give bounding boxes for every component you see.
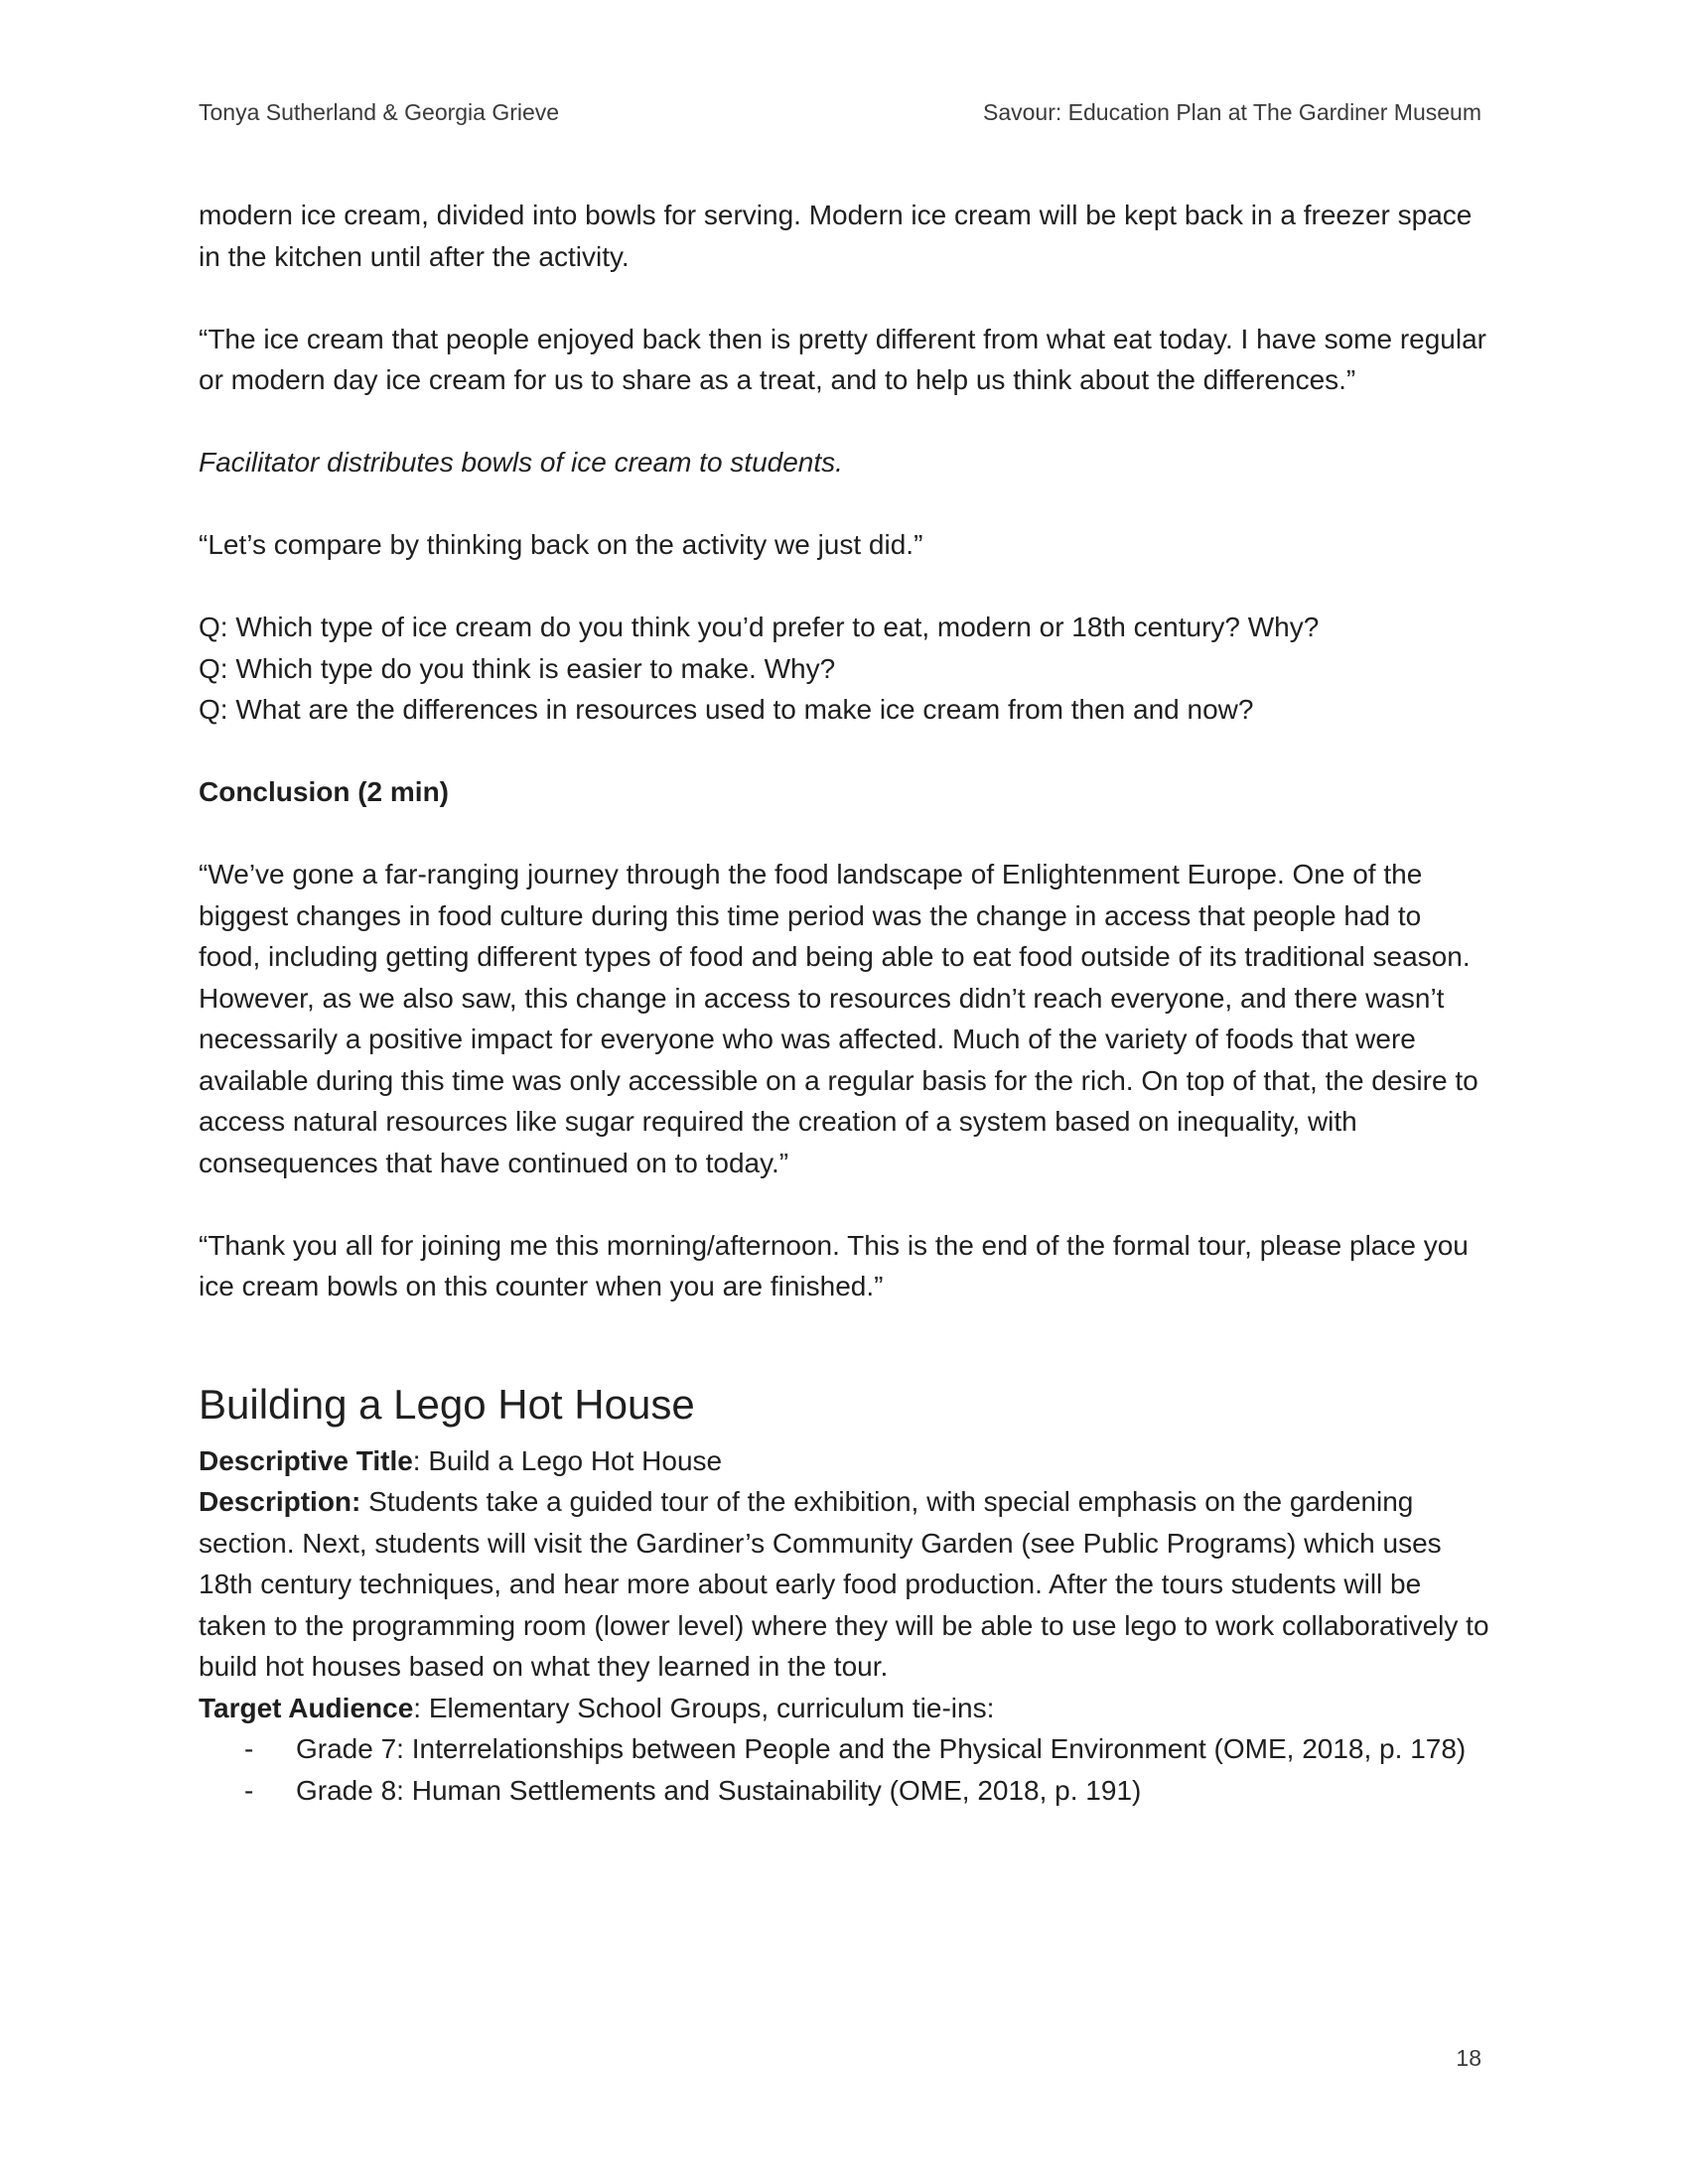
paragraph-thank-you: “Thank you all for joining me this morning/afternoon. This is the end of the formal tour, please place you ice cream bowls on this counter when you are finished.” [199,1229,1469,1301]
page-header [199,99,1481,126]
bullet-dash: - [244,1774,254,1806]
paragraph-conclusion: “We’ve gone a far-ranging journey through the food landscape of Enlightenment Europe. One of the biggest changes in food culture during this time period was the change in access that people had to food, including getting different types of food and being able to eat food outside of its traditional season. However, as we also saw, this change in access to resources didn’t reach everyone, and there wasn’t necessarily a positive impact for everyone who was affected. Much of the variety of foods that were available during this time was only accessible on a regular basis for the rich. On top of that, the desire to access natural resources like sugar required the creation of a system based on inequality, with consequences that have continued on to today.” [199,859,1478,1178]
list-item [199,1770,1489,1812]
target-audience-value: : Elementary School Groups, curriculum tie-ins: [413,1692,995,1723]
curriculum-list [199,1728,1489,1811]
paragraph-compare-quote: “Let’s compare by thinking back on the activity we just did.” [199,529,923,560]
header-authors: Tonya Sutherland & Georgia Grieve [199,99,560,125]
page-number: 18 [1456,2045,1481,2071]
list-item-text: Grade 7: Interrelationships between People and the Physical Environment (OME, 2018, p. 178) [296,1733,1467,1764]
question-1: Q: Which type of ice cream do you think you’d prefer to eat, modern or 18th century? Why? [199,612,1320,642]
description-paragraph [199,1481,1489,1688]
description-value: Students take a guided tour of the exhibition, with special emphasis on the gardening section. Next, students will visit the Gardiner’s Community Garden (see Public Programs) which uses 18th century techniques, and hear more about early food production. After the tours students will be taken to the programming room (lower level) where they will be able to use lego to work collaboratively to build hot houses based on what they learned in the tour. [199,1486,1489,1682]
descriptive-title-line [199,1440,1489,1482]
list-item [199,1728,1489,1770]
paragraph-facilitator-quote: “The ice cream that people enjoyed back then is pretty different from what eat today. I have some regular or modern day ice cream for us to share as a treat, and to help us think about the differences.” [199,323,1486,395]
header-document-title: Savour: Education Plan at The Gardiner Museum [982,99,1481,125]
description-label: Description: [199,1486,361,1517]
paragraph-ice-cream-intro: modern ice cream, divided into bowls for serving. Modern ice cream will be kept back in a freezer space in the kitchen until after the activity. [199,200,1473,272]
target-audience-label: Target Audience [199,1692,414,1723]
bullet-dash: - [244,1733,254,1764]
page-content [199,195,1489,1811]
stage-direction: Facilitator distributes bowls of ice cream to students. [199,447,843,478]
question-2: Q: Which type do you think is easier to make. Why? [199,652,836,684]
list-item-text: Grade 8: Human Settlements and Sustainability (OME, 2018, p. 191) [296,1774,1142,1806]
descriptive-title-label: Descriptive Title [199,1444,413,1476]
target-audience-line [199,1688,1489,1729]
section-heading: Building a Lego Hot House [199,1380,695,1428]
descriptive-title-value: : Build a Lego Hot House [412,1444,723,1476]
conclusion-heading: Conclusion (2 min) [199,776,449,807]
question-3: Q: What are the differences in resources used to make ice cream from then and now? [199,694,1254,725]
